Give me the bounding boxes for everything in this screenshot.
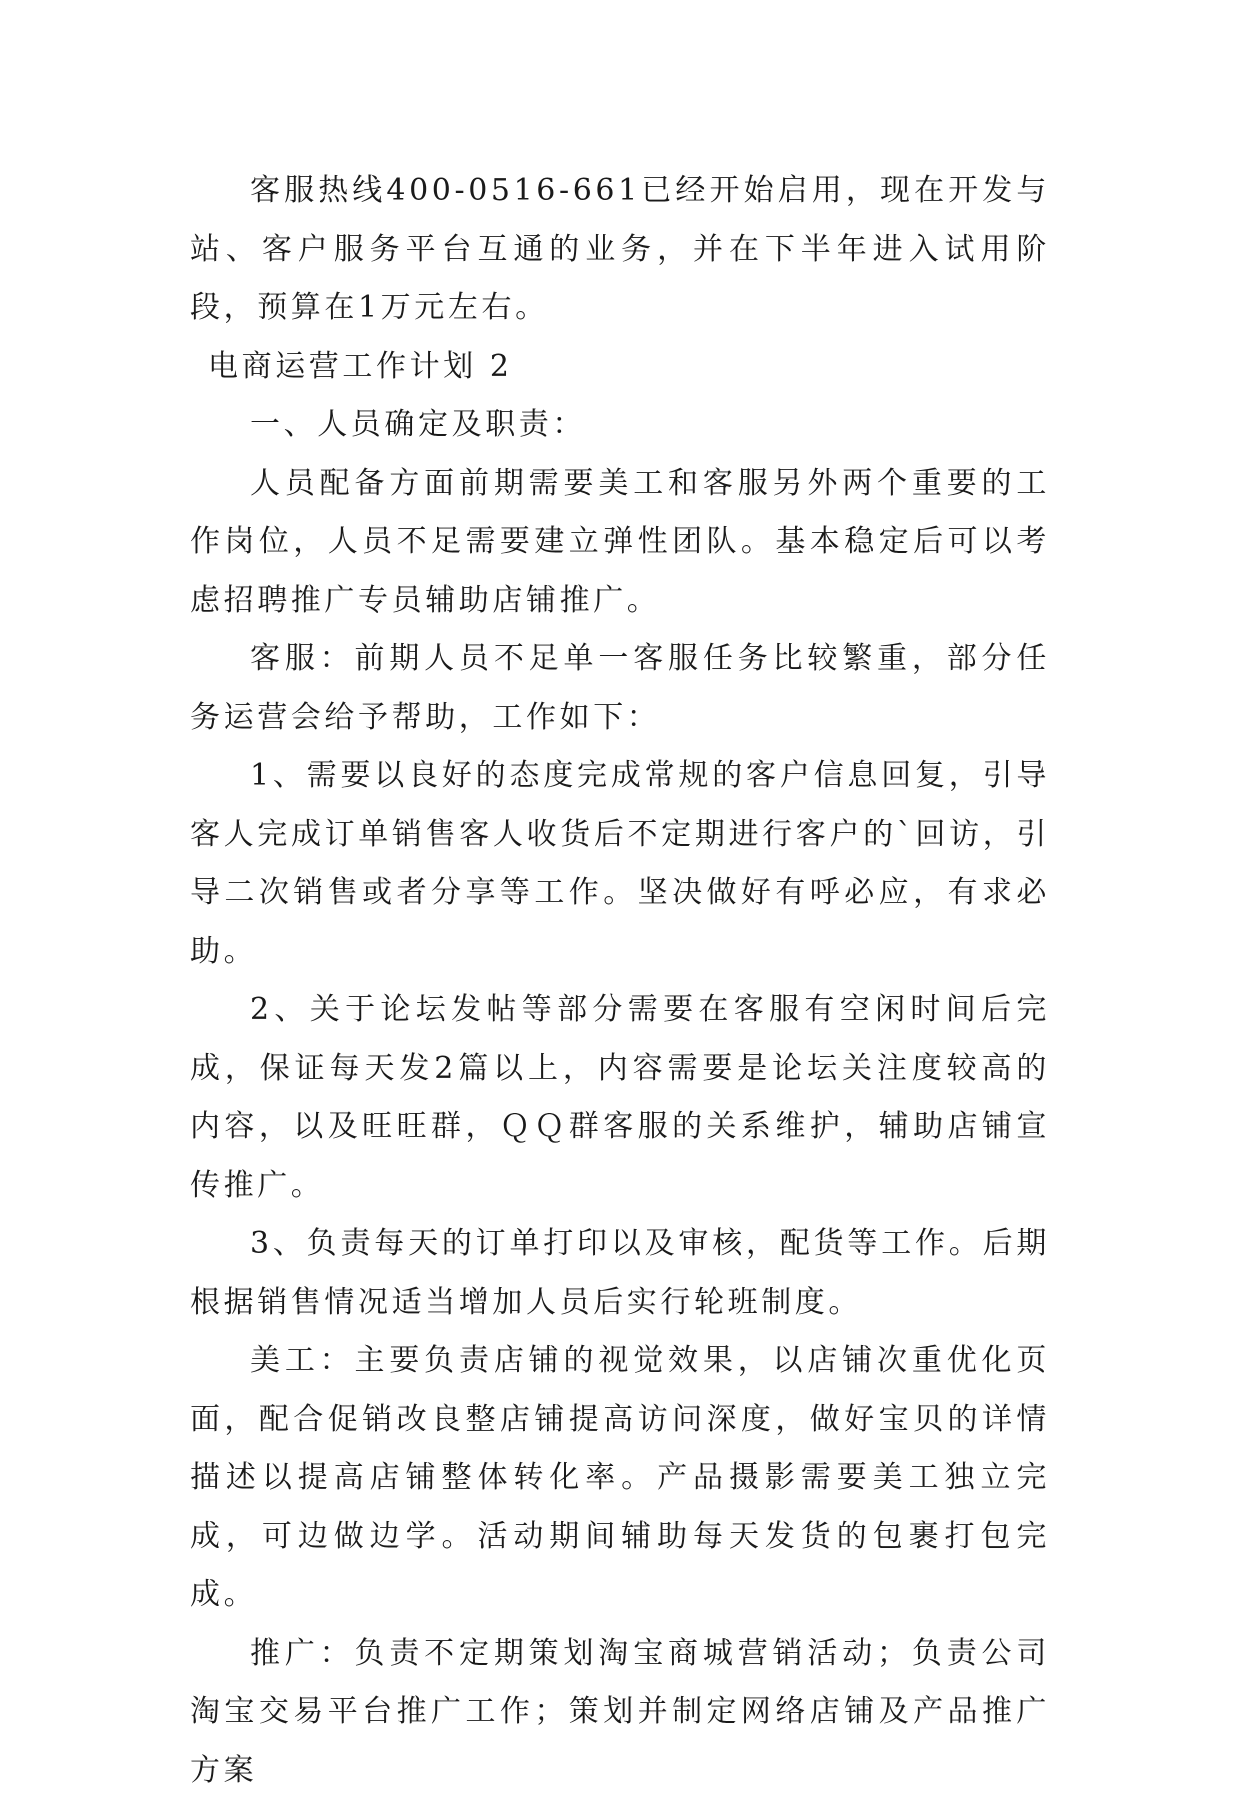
paragraph-item-2: 2、关于论坛发帖等部分需要在客服有空闲时间后完成，保证每天发2篇以上，内容需要是论坛关注度较高的内容，以及旺旺群，ＱＱ群客服的关系维护，辅助店铺宣传推广。: [190, 981, 1050, 1215]
document-body: [190, 162, 1050, 1800]
paragraph-customer-service: 客服：前期人员不足单一客服任务比较繁重，部分任务运营会给予帮助，工作如下：: [190, 630, 1050, 747]
paragraph-designer: 美工：主要负责店铺的视觉效果，以店铺次重优化页面，配合促销改良整店铺提高访问深度，做好宝贝的详情描述以提高店铺整体转化率。产品摄影需要美工独立完成，可边做边学。活动期间辅助每天发货的包裹打包完成。: [190, 1332, 1050, 1625]
paragraph-item-3: 3、负责每天的订单打印以及审核，配货等工作。后期根据销售情况适当增加人员后实行轮班制度。: [190, 1215, 1050, 1332]
paragraph-staffing: 人员配备方面前期需要美工和客服另外两个重要的工作岗位，人员不足需要建立弹性团队。基本稳定后可以考虑招聘推广专员辅助店铺推广。: [190, 455, 1050, 631]
paragraph-item-1: 1、需要以良好的态度完成常规的客户信息回复，引导客人完成订单销售客人收货后不定期进行客户的`回访，引导二次销售或者分享等工作。坚决做好有呼必应，有求必助。: [190, 747, 1050, 981]
paragraph-staffing-title: 一、人员确定及职责：: [190, 396, 1050, 455]
section-heading: 电商运营工作计划 2: [190, 338, 1050, 397]
paragraph-promotion: 推广：负责不定期策划淘宝商城营销活动；负责公司淘宝交易平台推广工作；策划并制定网络店铺及产品推广方案: [190, 1625, 1050, 1800]
paragraph-hotline: 客服热线400-0516-661已经开始启用，现在开发与站、客户服务平台互通的业务，并在下半年进入试用阶段，预算在1万元左右。: [190, 162, 1050, 338]
